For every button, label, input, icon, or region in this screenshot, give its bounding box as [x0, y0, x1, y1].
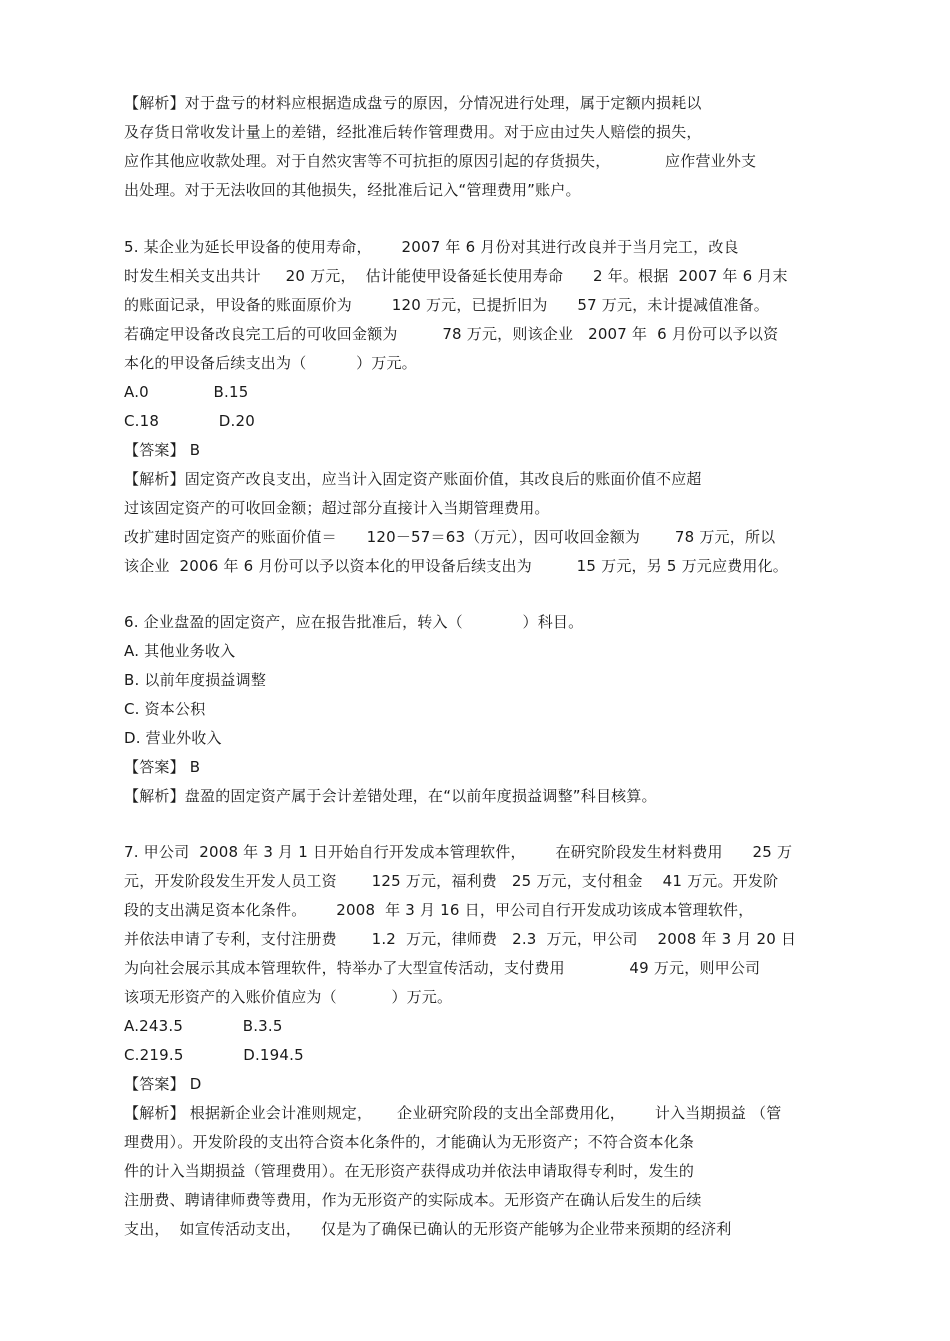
analysis-text-line: 及存货日常收发计量上的差错，经批准后转作管理费用。对于应由过失人赔偿的损失， — [124, 123, 702, 141]
question-7-text-line: 元，开发阶段发生开发人员工资 125 万元，福利费 25 万元，支付租金 41 万元。开发阶 — [124, 872, 779, 890]
question-5-text-line: 时发生相关支出共计 20 万元， 估计能使甲设备延长使用寿命 2 年。根据 2007 年 6 月末 — [124, 267, 788, 285]
question-7-text-line: 为向社会展示其成本管理软件，特举办了大型宣传活动，支付费用 49 万元，则甲公司 — [124, 959, 761, 977]
question-6-option: C. 资本公积 — [124, 700, 206, 718]
question-5-text-line: 5. 某企业为延长甲设备的使用寿命， 2007 年 6 月份对其进行改良并于当月完工，改良 — [124, 238, 739, 256]
question-7-text-line: 该项无形资产的入账价值应为（ ）万元。 — [124, 988, 453, 1006]
question-6-answer: 【答案】 B — [124, 758, 201, 776]
question-5-options: C.18 D.20 — [124, 412, 255, 430]
question-5-text-line: 本化的甲设备后续支出为（ ）万元。 — [124, 354, 417, 372]
question-6-option: D. 营业外收入 — [124, 729, 222, 747]
question-6-analysis: 【解析】盘盈的固定资产属于会计差错处理，在“以前年度损益调整”科目核算。 — [124, 787, 657, 805]
question-7-analysis: 支出， 如宣传活动支出， 仅是为了确保已确认的无形资产能够为企业带来预期的经济利 — [124, 1220, 732, 1238]
question-5-options: A.0 B.15 — [124, 383, 249, 401]
question-6-option: B. 以前年度损益调整 — [124, 671, 267, 689]
question-7-analysis: 件的计入当期损益（管理费用）。在无形资产获得成功并依法申请取得专利时，发生的 — [124, 1162, 695, 1180]
question-5-text-line: 的账面记录，甲设备的账面原价为 120 万元，已提折旧为 57 万元，未计提减值准备。 — [124, 296, 770, 314]
analysis-text-line: 应作其他应收款处理。对于自然灾害等不可抗拒的原因引起的存货损失， 应作营业外支 — [124, 152, 757, 170]
question-7-text-line: 段的支出满足资本化条件。 2008 年 3 月 16 日，甲公司自行开发成功该成本管理软件， — [124, 901, 754, 919]
question-7-options: A.243.5 B.3.5 — [124, 1017, 283, 1035]
question-7-text-line: 7. 甲公司 2008 年 3 月 1 日开始自行开发成本管理软件， 在研究阶段发生材料费用 25 万 — [124, 843, 793, 861]
question-7-analysis: 【解析】 根据新企业会计准则规定， 企业研究阶段的支出全部费用化， 计入当期损益 （管 — [124, 1104, 782, 1122]
question-7-options: C.219.5 D.194.5 — [124, 1046, 304, 1064]
question-6-option: A. 其他业务收入 — [124, 642, 236, 660]
analysis-text-line: 出处理。对于无法收回的其他损失，经批准后记入“管理费用”账户。 — [124, 181, 581, 199]
question-6-text-line: 6. 企业盘盈的固定资产，应在报告批准后，转入（ ）科目。 — [124, 613, 584, 631]
question-7-answer: 【答案】 D — [124, 1075, 202, 1093]
question-7-text-line: 并依法申请了专利，支付注册费 1.2 万元，律师费 2.3 万元，甲公司 2008 年 3 月 20 日 — [124, 930, 797, 948]
question-5-answer: 【答案】 B — [124, 441, 201, 459]
question-5-analysis: 过该固定资产的可收回金额；超过部分直接计入当期管理费用。 — [124, 499, 550, 517]
question-5-analysis: 该企业 2006 年 6 月份可以予以资本化的甲设备后续支出为 15 万元，另 5 万元应费用化。 — [124, 557, 789, 575]
analysis-text-line: 【解析】对于盘亏的材料应根据造成盘亏的原因，分情况进行处理，属于定额内损耗以 — [124, 94, 702, 112]
question-7-analysis: 注册费、聘请律师费等费用，作为无形资产的实际成本。无形资产在确认后发生的后续 — [124, 1191, 702, 1209]
question-5-analysis: 改扩建时固定资产的账面价值＝ 120－57＝63（万元），因可收回金额为 78 万元，所以 — [124, 528, 776, 546]
question-5-text-line: 若确定甲设备改良完工后的可收回金额为 78 万元，则该企业 2007 年 6 月份可以予以资 — [124, 325, 779, 343]
question-7-analysis: 理费用）。开发阶段的支出符合资本化条件的，才能确认为无形资产；不符合资本化条 — [124, 1133, 695, 1151]
question-5-analysis: 【解析】固定资产改良支出，应当计入固定资产账面价值，其改良后的账面价值不应超 — [124, 470, 702, 488]
